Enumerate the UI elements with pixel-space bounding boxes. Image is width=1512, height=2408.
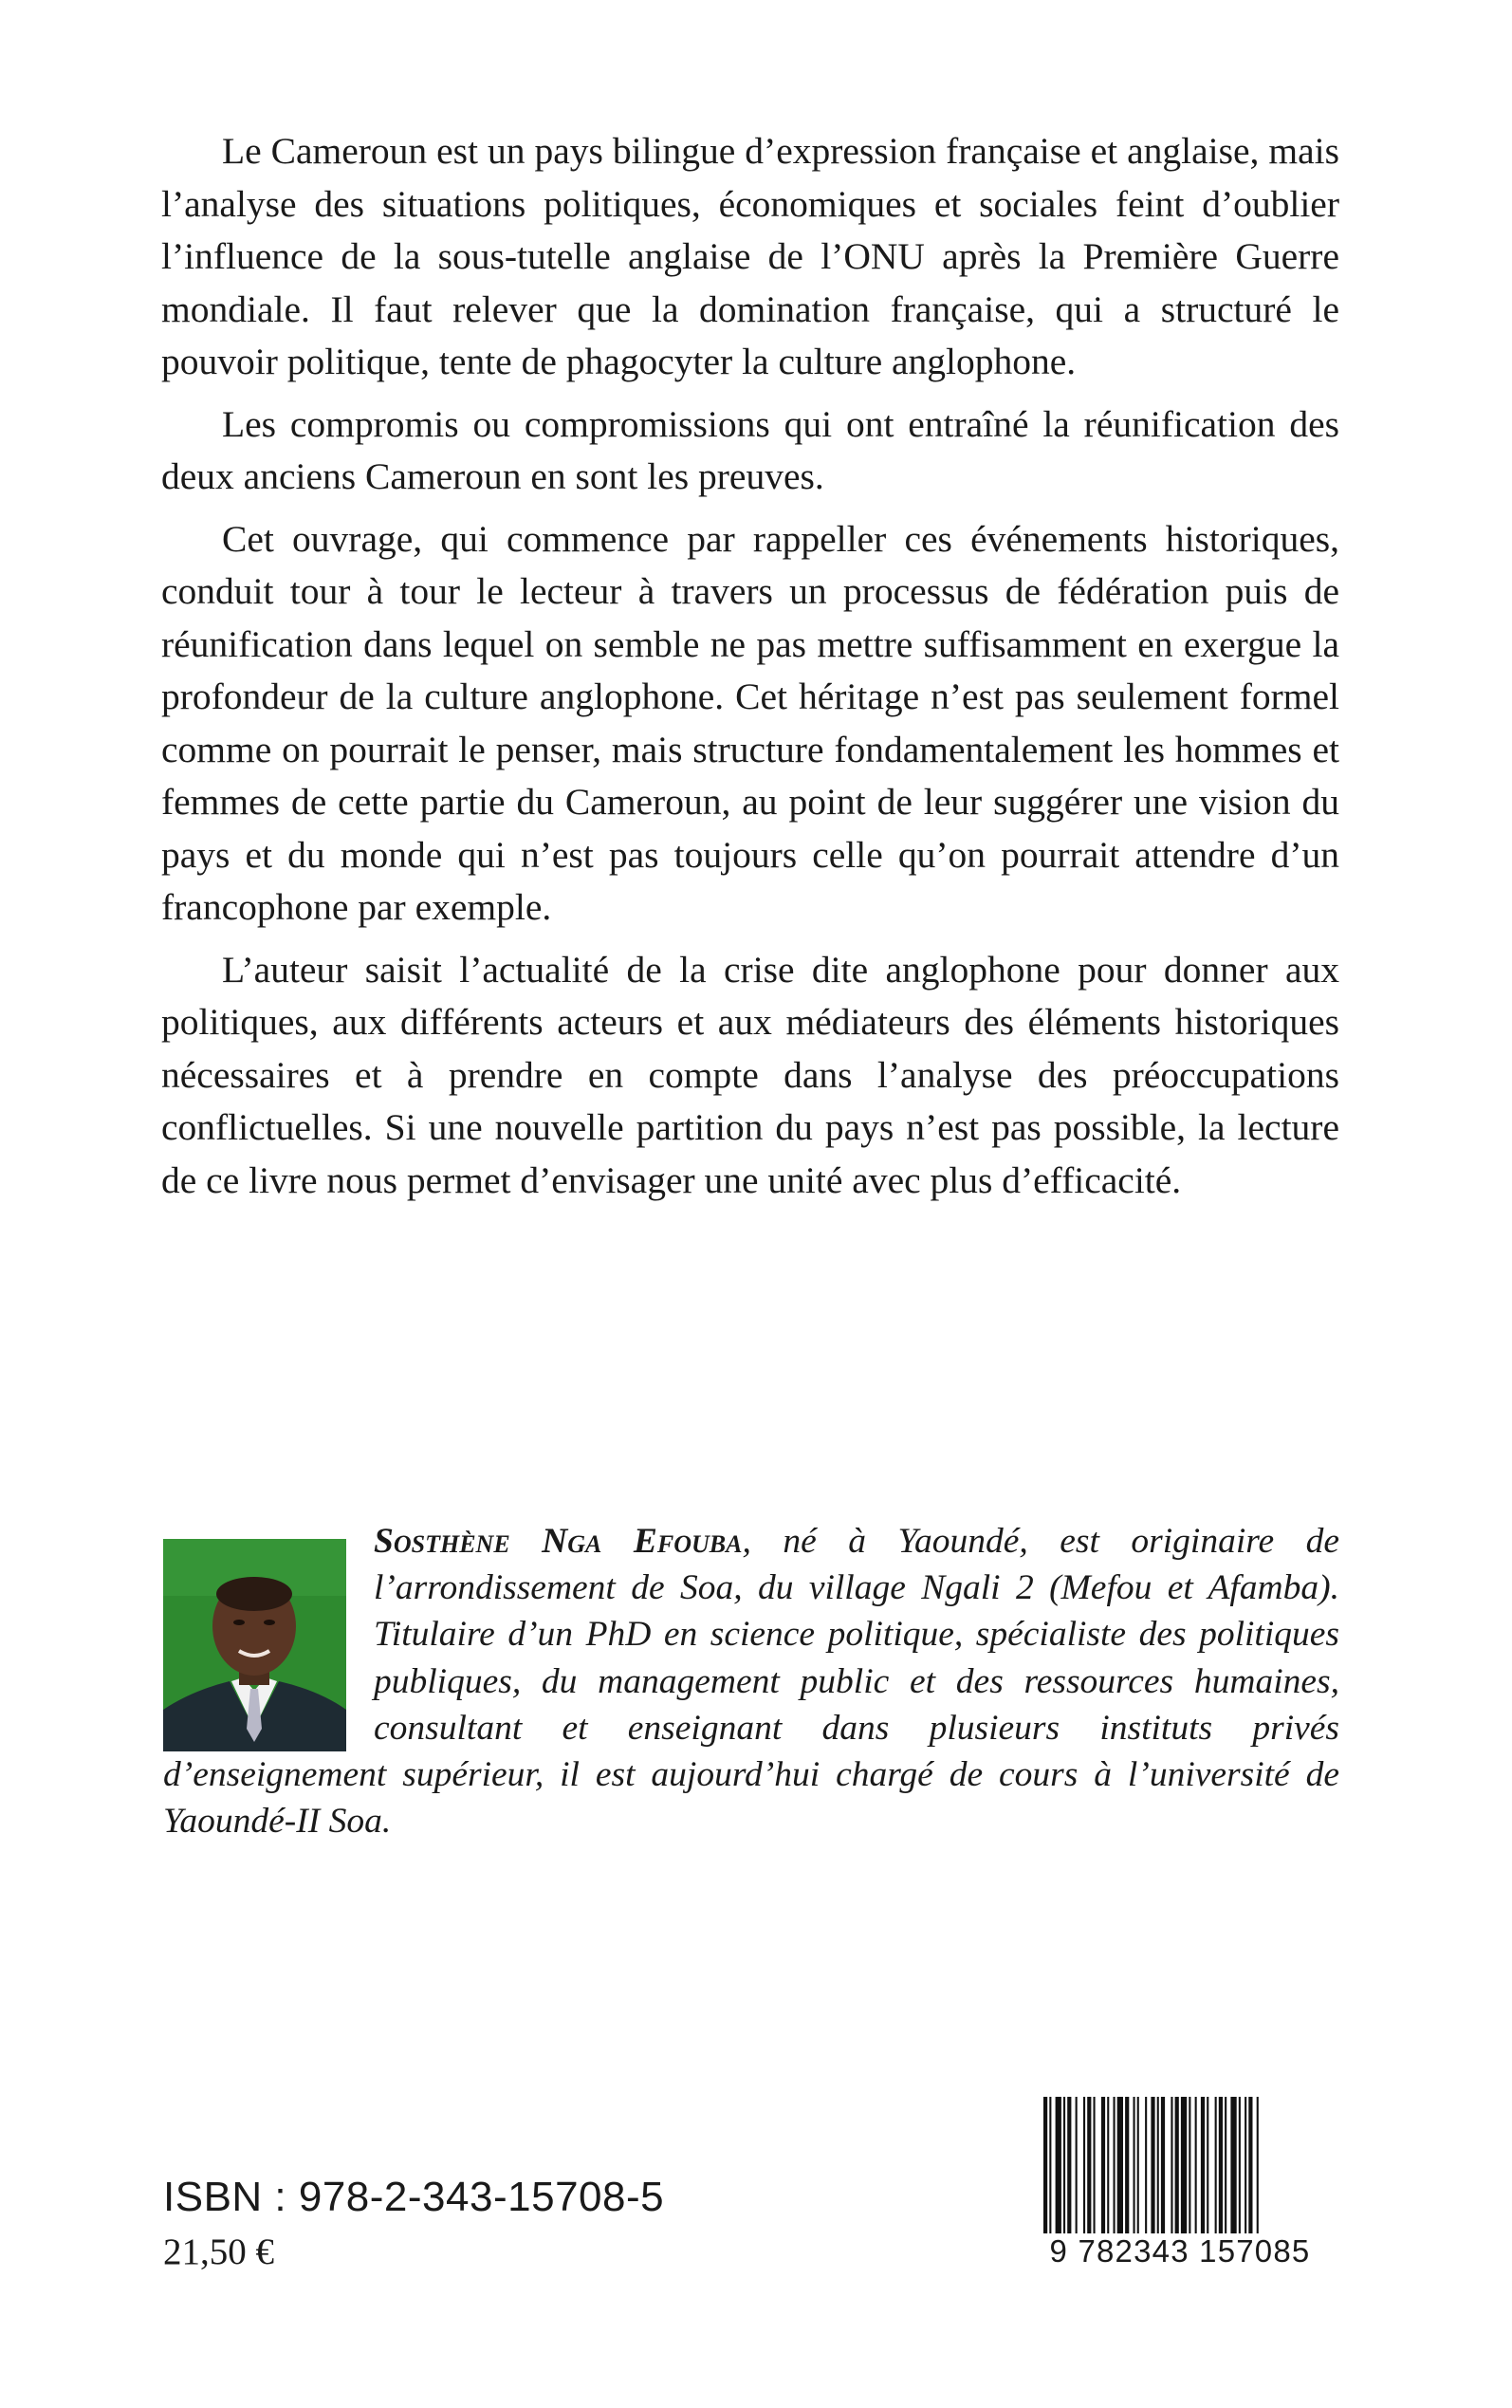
barcode-bar: [1239, 2097, 1241, 2239]
author-portrait-icon: [163, 1539, 346, 1751]
blurb-paragraph-3: Cet ouvrage, qui commence par rappeller ces événements historiques, conduit tour à tour le lecteur à travers un processus de fédération puis de réunification dans lequel on semble ne pas mettre suffisamment en exergue la profondeur de la culture anglophone. Cet héritage n’est pas seulement formel comme on pourrait le penser, mais structure fondamentalement les hommes et femmes de cette partie du Cameroun, au point de leur suggérer une vision du pays et du monde qui n’est pas toujours celle qu’on pourrait attendre d’un francophone par exemple.: [161, 517, 1339, 928]
blurb-paragraph-4: L’auteur saisit l’actualité de la crise dite anglophone pour donner aux politiques, aux différents acteurs et aux médiateurs des éléments historiques nécessaires et à prendre en compte dans l’analyse des préoccupations conflictuelles. Si une nouvelle partition du pays n’est pas possible, la lecture de ce livre nous permet d’envisager une unité avec plus d’efficacité.: [161, 948, 1339, 1201]
barcode-bar: [1076, 2097, 1078, 2239]
barcode-bar: [1101, 2097, 1105, 2239]
barcode-bar: [1117, 2097, 1123, 2239]
barcode-bar: [1107, 2097, 1109, 2239]
barcode-bar: [1125, 2097, 1129, 2239]
barcode-bar: [1083, 2097, 1085, 2239]
barcode-bar: [1049, 2097, 1051, 2239]
barcode-bar: [1145, 2097, 1147, 2239]
barcode-bar: [1248, 2097, 1252, 2239]
barcode-bar: [1181, 2097, 1187, 2239]
barcode-digits: 9 782343 157085: [1038, 2233, 1322, 2269]
barcode-bar: [1189, 2097, 1190, 2239]
price: 21,50 €: [163, 2232, 274, 2272]
barcode-bar: [1067, 2097, 1071, 2239]
barcode-bar: [1056, 2097, 1061, 2239]
barcode-bar: [1230, 2097, 1236, 2239]
barcode-bar: [1201, 2097, 1205, 2239]
barcode-bar: [1043, 2097, 1047, 2239]
barcode-bar: [1219, 2097, 1223, 2239]
barcode-bar: [1114, 2097, 1116, 2239]
blurb-paragraph-2: Les compromis ou compromissions qui ont entraîné la réunification des deux anciens Cameroun en sont les preuves.: [161, 402, 1339, 497]
barcode-bar: [1134, 2097, 1135, 2239]
blurb-paragraph-1: Le Cameroun est un pays bilingue d’expression française et anglaise, mais l’analyse des situations politiques, économiques et sociales feint d’oublier l’influence de la sous-tutelle anglaise de l’ONU après la Première Guerre mondiale. Il faut relever que la domination française, qui a structuré le pouvoir politique, tente de phagocyter la culture anglophone.: [161, 130, 1339, 382]
barcode-bar: [1157, 2097, 1159, 2239]
barcode-bar: [1087, 2097, 1091, 2239]
barcode-bar: [1215, 2097, 1217, 2239]
author-name: Sosthène Nga Efouba: [374, 1522, 743, 1561]
author-photo: [163, 1539, 346, 1751]
author-bio-text: , né à Yaoundé, est originaire de l’arrondissement de Soa, du village Ngali 2 (Mefou et Afamba). Titulaire d’un PhD en science politique, spécialiste des politiques publiques, du management public et des ressources humaines, consultant et enseignant dans plusieurs instituts privés d’enseignement supérieur, il est aujourd’hui chargé de cours à l’université de Yaoundé-II Soa.: [163, 1522, 1340, 1842]
barcode-bar: [1171, 2097, 1172, 2239]
barcode-bar: [1245, 2097, 1246, 2239]
barcode-bar: [1161, 2097, 1165, 2239]
barcode-bar: [1151, 2097, 1154, 2239]
barcode-bar: [1225, 2097, 1226, 2239]
barcode-bar: [1207, 2097, 1208, 2239]
back-cover-blurb: [161, 125, 1339, 1216]
barcode-bar: [1063, 2097, 1065, 2239]
isbn: ISBN : 978-2-343-15708-5: [163, 2174, 665, 2220]
barcode-bar: [1137, 2097, 1139, 2239]
barcode-bar: [1257, 2097, 1259, 2239]
barcode-bar: [1094, 2097, 1096, 2239]
barcode-bar: [1175, 2097, 1179, 2239]
barcode-bar: [1195, 2097, 1197, 2239]
